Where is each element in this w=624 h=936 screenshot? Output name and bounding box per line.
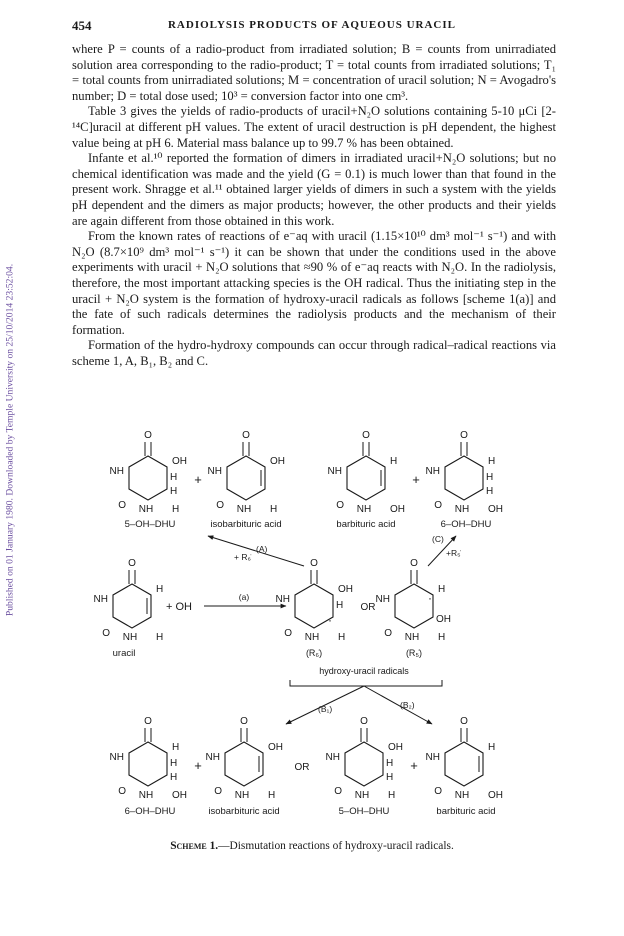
paragraph-table-3: Table 3 gives the yields of radio-products of uracil+N₂O solutions containing 5-10 μCi [2-¹⁴C]uracil at different pH values. The extent of uracil destruction is pH dependent, the highest value being at pH 6. Material mass balance up to 99.7 % has been obtained. [72,104,556,150]
scheme-caption [0,840,624,852]
radical-dot: · [428,591,432,605]
atom-nh: NH [275,594,290,605]
label-arrow-c: (C) [432,534,444,544]
label-r5: (R₅̇) [405,648,423,658]
molecule-radical-r5 [376,558,451,643]
molecule-5-oh-dhu-top [110,430,187,515]
atom-o: O [384,628,392,639]
atom-o: O [334,786,342,797]
atom-oh: OH [172,790,187,801]
label-arrow-b1: (B₁) [318,704,333,714]
label-arrow-a-lower: (a) [238,592,250,602]
atom-h: H [172,742,180,753]
label-isobarbituric-acid: isobarbituric acid [210,519,282,530]
page-number: 454 [72,18,92,33]
paragraph-rates: From the known rates of reactions of e⁻aq with uracil (1.15×10¹⁰ dm³ mol⁻¹ s⁻¹) and with N₂O (8.7×10⁹ dm³ mol⁻¹ s⁻¹) it can be shown that under the conditions used in the above experiments with uracil + N₂O solutions that ≈90 % of e⁻aq reacts with N₂O. In the radiolysis, therefore, the most important attacking species is the OH radical. Thus the initiating step in the uracil + N₂O system is the formation of hydroxy-uracil radicals as follows [scheme 1(a)] and the fate of such radicals determines the radiolysis products and the mechanism of their formation. [72,229,556,337]
atom-o: O [410,558,418,569]
scheme-figure [93,430,536,826]
label-plus-r6: + R₆̇ [234,552,251,562]
atom-h: H [488,742,496,753]
atom-o: O [102,628,110,639]
atom-h: H [338,632,346,643]
atom-nh: NH [425,752,440,763]
atom-oh: OH [268,742,283,753]
atom-h: H [438,584,446,595]
label-6-oh-dhu: 6–OH–DHU [440,519,492,530]
label-barbituric-bottom: barbituric acid [436,806,496,817]
atom-o: O [434,500,442,511]
atom-nh: NH [236,504,252,515]
label-barbituric-acid: barbituric acid [336,519,396,530]
atom-oh: OH [172,456,187,467]
atom-nh: NH [375,594,390,605]
atom-o: O [362,430,370,441]
label-5-oh-dhu-bottom: 5–OH–DHU [338,806,390,817]
atom-o: O [310,558,318,569]
bracket-line [290,680,442,686]
paragraph-infante: Infante et al.¹⁰ reported the formation of dimers in irradiated uracil+N₂O solutions; but no chemical identification was made and the yield (G = 0.1) is much lower than that found in the present work. Shragge et al.¹¹ obtained larger yields of dimers in such a system with the yields pH dependent and the dimers as major products; however, the other products and their yields are again different from those obtained in this work. [72,151,556,228]
atom-h: H [170,758,178,769]
atom-nh: NH [425,466,440,477]
label-isobarbituric-bottom: isobarbituric acid [208,806,280,817]
atom-o: O [336,500,344,511]
atom-nh: NH [205,752,220,763]
atom-o: O [434,786,442,797]
download-notice [2,160,18,720]
atom-h: H [268,790,276,801]
atom-h: H [486,486,494,497]
atom-oh: OH [338,584,353,595]
atom-oh: OH [488,790,503,801]
atom-nh: NH [327,466,342,477]
atom-o: O [216,500,224,511]
atom-o: O [144,716,152,727]
atom-nh: NH [109,752,124,763]
download-notice-text: Published on 01 January 1980. Downloaded by Temple University on 25/10/2014 23:52:04. [4,263,16,617]
molecule-barbituric-top [328,430,405,515]
molecule-5-oh-dhu-bottom [326,716,403,801]
running-title: RADIOLYSIS PRODUCTS OF AQUEOUS URACIL [167,19,456,31]
atom-h: H [170,472,178,483]
atom-o: O [284,628,292,639]
atom-o: O [240,716,248,727]
atom-nh: NH [354,790,370,801]
atom-o: O [460,716,468,727]
atom-nh: NH [404,632,420,643]
atom-nh: NH [356,504,372,515]
label-6-oh-dhu-bottom: 6–OH–DHU [124,806,176,817]
atom-o: O [118,500,126,511]
atom-h: H [388,790,396,801]
molecule-6-oh-dhu-top [426,430,503,515]
atom-nh: NH [207,466,222,477]
or-label: OR [294,762,310,773]
atom-o: O [128,558,136,569]
atom-nh: NH [234,790,250,801]
scheme-diagram [93,430,536,826]
plus-sign: + [194,758,202,773]
atom-o: O [214,786,222,797]
atom-nh: NH [109,466,124,477]
molecule-radical-r6 [276,558,353,643]
atom-h: H [390,456,398,467]
label-r6: (R₆̇) [305,648,323,658]
atom-h: H [170,486,178,497]
atom-nh: NH [325,752,340,763]
plus-sign: + [410,758,418,773]
molecule-isobarbituric-bottom [206,716,283,801]
molecule-6-oh-dhu-bottom [110,716,187,801]
atom-h: H [156,632,164,643]
atom-h: H [270,504,278,515]
label-5-oh-dhu: 5–OH–DHU [124,519,176,530]
paragraph-formation: Formation of the hydro-hydroxy compounds can occur through radical–radical reactions via scheme 1, A, B₁, B₂ and C. [72,338,556,368]
atom-nh: NH [122,632,138,643]
atom-oh: OH [488,504,503,515]
caption-text: —Dismutation reactions of hydroxy-uracil radicals. [218,840,454,852]
atom-o: O [460,430,468,441]
atom-nh: NH [138,790,154,801]
label-plus-r5: +R₅̇ [446,548,461,558]
atom-o: O [360,716,368,727]
body-text [72,42,556,369]
atom-nh: NH [93,594,108,605]
atom-h: H [438,632,446,643]
atom-nh: NH [304,632,320,643]
plus-oh: + OH [166,601,192,613]
atom-oh: OH [390,504,405,515]
atom-oh: OH [388,742,403,753]
atom-o: O [118,786,126,797]
atom-nh: NH [138,504,154,515]
caption-label: Scheme 1. [170,840,219,852]
plus-sign: + [412,472,420,487]
atom-h: H [336,600,344,611]
atom-h: H [486,472,494,483]
plus-sign: + [194,472,202,487]
atom-h: H [488,456,496,467]
arrow-b2 [364,686,432,724]
label-uracil: uracil [112,648,136,659]
molecule-uracil [94,558,164,643]
atom-nh: NH [454,504,470,515]
atom-oh: OH [436,614,451,625]
label-arrow-b2: (B₂) [400,700,415,710]
atom-h: H [172,504,180,515]
label-hydroxy-uracil-radicals: hydroxy-uracil radicals [319,666,409,676]
atom-nh: NH [454,790,470,801]
atom-h: H [170,772,178,783]
atom-h: H [386,758,394,769]
radical-dot: · [328,613,332,627]
molecule-isobarbituric-top [208,430,285,515]
atom-oh: OH [270,456,285,467]
label-arrow-a-upper: (A) [256,544,268,554]
atom-o: O [144,430,152,441]
atom-o: O [242,430,250,441]
or-label: OR [360,602,376,613]
molecule-barbituric-bottom [426,716,503,801]
paragraph-definitions: where P = counts of a radio-product from irradiated solution; B = counts from unirradiated solution area corresponding to the radio-product; T = total counts from irradiated solutions; T₁ = total counts from unirradiated solutions; M = concentration of uracil solution; N = Avogadro's number; D = total dose used; 10³ = conversion factor into one cm³. [72,42,556,103]
page-header [72,18,552,34]
atom-h: H [156,584,164,595]
atom-h: H [386,772,394,783]
